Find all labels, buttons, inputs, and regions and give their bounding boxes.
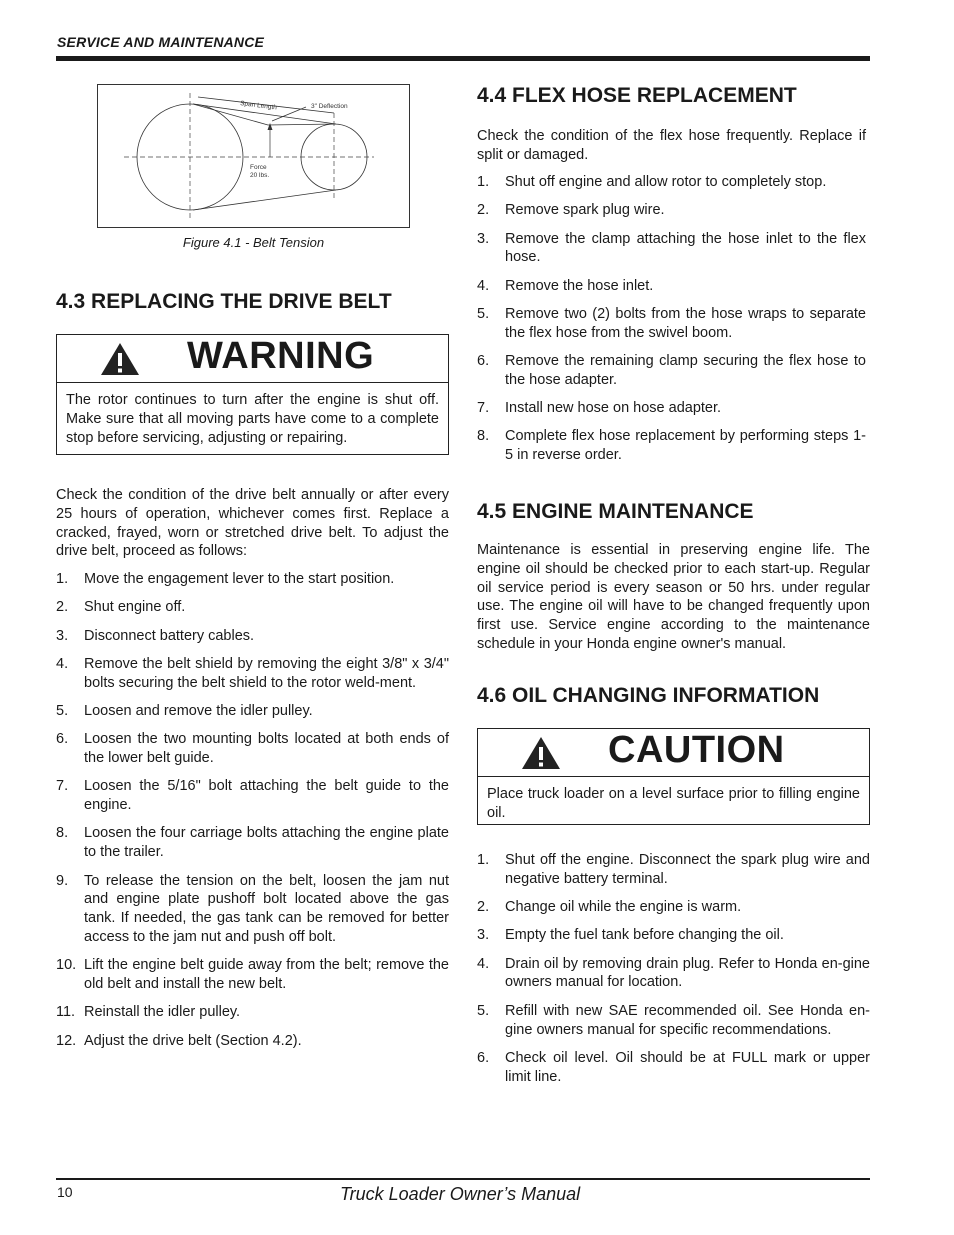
warning-text: The rotor continues to turn after the engine is shut off. Make sure that all moving parts have come to a complete stop before servicing, adjusting or repairing.: [66, 392, 439, 446]
drive-belt-intro: Check the condition of the drive belt annually or after every 25 hours of operation, whichever comes first. Replace a cracked, frayed, worn or stretched drive belt. To adjust the drive belt, proceed as follows:: [56, 487, 449, 560]
caution-header: [478, 729, 869, 777]
list-item-number: 8.: [56, 825, 69, 842]
list-item-text: Loosen the 5/16" bolt attaching the belt guide to the engine.: [84, 778, 449, 814]
force-label: Force: [250, 164, 267, 171]
list-item-number: 2.: [477, 202, 490, 219]
span-length-label: Span Length: [239, 100, 278, 112]
list-item: [56, 956, 449, 994]
figure-caption: Figure 4.1 - Belt Tension: [182, 235, 325, 250]
list-item-number: 1.: [56, 571, 69, 587]
list-item: [56, 627, 449, 646]
running-header: SERVICE AND MAINTENANCE: [57, 34, 265, 50]
warning-triangle-icon: [99, 341, 141, 377]
caution-word: CAUTION: [608, 729, 785, 771]
list-item-number: 1.: [477, 852, 490, 868]
list-item: [477, 305, 866, 343]
list-item-number: 7.: [56, 778, 69, 795]
belt-lower: [193, 190, 336, 210]
list-item: [56, 777, 449, 815]
list-item: [477, 926, 870, 945]
list-item-number: 2.: [477, 899, 490, 916]
caution-text: Place truck loader on a level surface prior to filling engine oil.: [487, 786, 860, 821]
list-item-text: Drain oil by removing drain plug. Refer to Honda en-gine owners manual for location.: [505, 955, 870, 991]
list-item: [56, 598, 449, 617]
engine-maintenance-text: Maintenance is essential in preserving engine life. The engine oil should be checked prior to each start-up. Regular oil service period is every season or 50 hrs. under regular use. The engine oil will have to be changed frequently upon first use. Service engine according to the maintenance schedule in your Honda engine owner's manual.: [477, 542, 870, 652]
list-item-number: 3.: [477, 927, 490, 944]
list-item-number: 6.: [477, 353, 490, 370]
list-item: [56, 824, 449, 862]
list-item: [477, 427, 866, 465]
list-item: [56, 872, 449, 947]
list-item-text: Change oil while the engine is warm.: [505, 899, 742, 916]
caution-box: [477, 728, 870, 825]
flex-hose-steps: [477, 173, 866, 475]
list-item: [477, 851, 870, 889]
list-item-text: Shut engine off.: [84, 599, 186, 616]
deflection-label: 3" Deflection: [311, 103, 348, 110]
warning-word: WARNING: [187, 335, 375, 377]
list-item: [477, 898, 870, 917]
list-item-number: 3.: [477, 230, 490, 247]
section-title-4-6: 4.6 OIL CHANGING INFORMATION: [477, 684, 820, 707]
list-item-text: Empty the fuel tank before changing the oil.: [505, 927, 784, 944]
list-item-text: Adjust the drive belt (Section 4.2).: [84, 1032, 302, 1049]
section-title-4-4: 4.4 FLEX HOSE REPLACEMENT: [477, 84, 797, 107]
list-item-number: 10.: [56, 957, 77, 974]
list-item: [477, 201, 866, 220]
list-item-text: Install new hose on hose adapter.: [505, 400, 722, 417]
list-item-text: Reinstall the idler pulley.: [84, 1004, 241, 1021]
list-item-text: Remove the belt shield by removing the eight 3/8" x 3/4" bolts securing the belt shield to the rotor weld-ment.: [84, 655, 449, 691]
list-item-text: Lift the engine belt guide away from the belt; remove the old belt and install the new belt.: [84, 957, 449, 993]
list-item-number: 5.: [56, 702, 69, 719]
list-item: [477, 352, 866, 390]
list-item-text: Complete flex hose replacement by performing steps 1-5 in reverse order.: [505, 428, 866, 464]
list-item: [56, 702, 449, 721]
force-value-label: 20 lbs.: [250, 172, 270, 179]
section-title-4-5: 4.5 ENGINE MAINTENANCE: [477, 500, 754, 523]
list-item-number: 4.: [56, 655, 69, 672]
list-item-number: 4.: [477, 955, 490, 972]
drive-belt-steps: [56, 570, 449, 1060]
list-item: [477, 230, 866, 268]
list-item: [477, 1002, 870, 1040]
list-item: [56, 730, 449, 768]
list-item-number: 11.: [56, 1004, 76, 1021]
list-item: [477, 399, 866, 418]
list-item: [477, 1049, 870, 1087]
list-item-text: Loosen the two mounting bolts located at both ends of the lower belt guide.: [84, 731, 449, 767]
list-item-number: 5.: [477, 305, 490, 322]
page-number: 10: [57, 1184, 73, 1200]
caution-triangle-icon: [520, 735, 562, 771]
list-item: [56, 1032, 449, 1051]
list-item-number: 1.: [477, 174, 490, 190]
list-item: [477, 955, 870, 993]
list-item-number: 12.: [56, 1032, 77, 1049]
list-item-text: Remove the clamp attaching the hose inlet to the flex hose.: [505, 230, 866, 266]
list-item-number: 6.: [56, 731, 69, 748]
list-item-number: 7.: [477, 400, 490, 417]
list-item: [477, 277, 866, 296]
list-item-text: Loosen the four carriage bolts attaching the engine plate to the trailer.: [84, 825, 449, 861]
list-item-text: Refill with new SAE recommended oil. See Honda en-gine owners manual for specific recommendations.: [505, 1002, 870, 1038]
belt-tension-figure: [97, 84, 410, 228]
list-item-text: Loosen and remove the idler pulley.: [84, 702, 313, 719]
list-item-text: Check oil level. Oil should be at FULL mark or upper limit line.: [505, 1049, 870, 1085]
belt-tension-diagram: [98, 85, 409, 227]
list-item-text: Remove two (2) bolts from the hose wraps to separate the flex hose from the swivel boom.: [505, 305, 866, 341]
list-item-number: 8.: [477, 428, 490, 445]
list-item: [56, 570, 449, 589]
list-item-text: Shut off engine and allow rotor to completely stop.: [505, 174, 827, 190]
list-item-number: 2.: [56, 599, 69, 616]
list-item-text: Remove spark plug wire.: [505, 202, 665, 219]
list-item-text: Remove the hose inlet.: [505, 277, 654, 294]
list-item-number: 9.: [56, 872, 69, 889]
list-item-text: Remove the remaining clamp securing the flex hose to the hose adapter.: [505, 353, 866, 388]
list-item-number: 3.: [56, 627, 69, 644]
list-item-number: 5.: [477, 1002, 490, 1019]
footer-rule: [56, 1178, 870, 1180]
list-item-text: To release the tension on the belt, loosen the jam nut and engine plate pushoff bolt located above the gas tank. If needed, the gas tank can be removed for better access to the jam nut and push off bolt.: [84, 872, 449, 945]
list-item-text: Move the engagement lever to the start position.: [84, 571, 395, 587]
list-item-number: 6.: [477, 1049, 490, 1066]
flex-hose-intro: Check the condition of the flex hose frequently. Replace if split or damaged.: [477, 128, 866, 163]
oil-change-steps: [477, 851, 870, 1096]
list-item-text: Disconnect battery cables.: [84, 627, 255, 644]
list-item: [56, 1003, 449, 1022]
manual-title: Truck Loader Owner’s Manual: [340, 1184, 581, 1204]
header-rule: [56, 56, 870, 61]
list-item-text: Shut off the engine. Disconnect the spark plug wire and negative battery terminal.: [505, 852, 870, 887]
list-item-number: 4.: [477, 277, 490, 294]
section-title-4-3: 4.3 REPLACING THE DRIVE BELT: [56, 290, 392, 313]
warning-header: [57, 335, 448, 383]
list-item: [56, 655, 449, 693]
list-item: [477, 173, 866, 192]
warning-box: [56, 334, 449, 455]
